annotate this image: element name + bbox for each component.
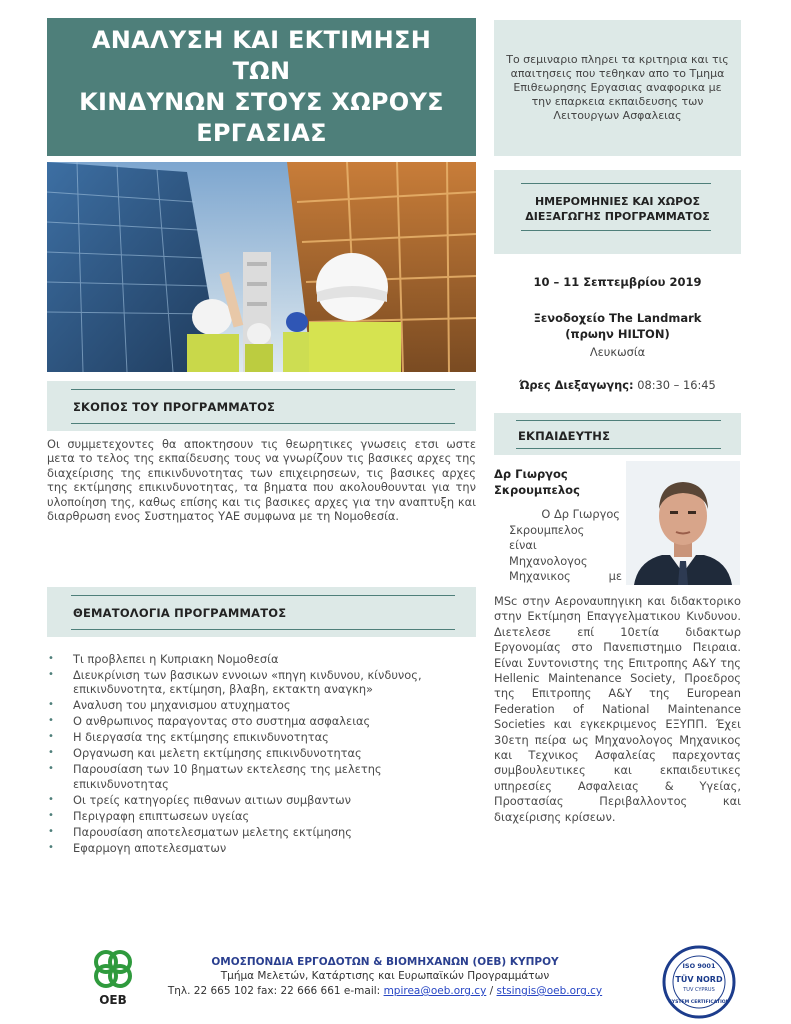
- topic-item: [47, 698, 476, 712]
- purpose-header-band: [47, 381, 476, 431]
- venue-line-2: (πρωην HILTON): [565, 327, 670, 341]
- topics-header-top-rule: [71, 595, 455, 596]
- hours-label: Ώρες Διεξαγωγης:: [519, 378, 634, 392]
- purpose-text: Οι συμμετεχοντες θα αποκτησουν τις θεωρητικες γνωσεις ετσι ωστε μετα το τελος της εκπαίδευσης τους να γνωρίζουν τις βασικες αρχες της διαχείρισης της επικινδυνοτητας των επιχειρησεων, τις βασικες αρχες της εκτίμησης επικινδυνοτητας, τα βηματα που ακολουθουνται για την υλοποίηση της, καθως επίσης και τις βασικες αρχες για την αναπτυξη και διαρθρωση ενος Συστηματος ΥΑΕ συμφωνα με τη Νομοθεσία.: [47, 437, 476, 524]
- schedule-header-title: [494, 194, 741, 224]
- tuv-iso-text: ISO 9001: [682, 962, 716, 970]
- topic-text: Παρουσίαση των 10 βηματων εκτελεσης της μελετης επικινδυνοτητας: [73, 762, 382, 791]
- venue-line-1: Ξενοδοχείο The Landmark: [533, 311, 702, 325]
- footer-organization: ΟΜΟΣΠΟΝΔΙΑ ΕΡΓΟΔΟΤΩΝ & ΒΙΟΜΗΧΑΝΩΝ (ΟΕΒ) ΚΥΠΡΟΥ: [211, 956, 559, 968]
- topic-item: [47, 841, 476, 855]
- accreditation-note-text: Το σεμιναριο πληρει τα κριτηρια και τις απαιτησεις που τεθηκαν απο το Τμημα Επιθεωρησης Εργασιας αναφορικα με την επαρκεια εκπαιδευσης των Λειτουργων Ασφαλειας: [506, 53, 729, 122]
- email-link-1[interactable]: mpirea@oeb.org.cy: [383, 985, 487, 997]
- bio-line-1: Ο Δρ Γιωργος: [541, 507, 620, 521]
- topic-text: Ο ανθρωπινος παραγοντας στο συστημα ασφαλειας: [73, 714, 371, 729]
- bio-line-5: Μηχανικος με: [509, 569, 622, 584]
- oeb-logo-icon: [84, 944, 142, 1008]
- event-venue: [494, 310, 741, 342]
- trainer-header-title: ΕΚΠΑΙΔΕΥΤΗΣ: [518, 429, 611, 443]
- topic-item: [47, 746, 476, 760]
- hero-image: [47, 162, 476, 372]
- accreditation-note-box: [494, 20, 741, 156]
- event-city: Λευκωσία: [589, 345, 646, 359]
- construction-workers-image: [47, 162, 476, 372]
- topic-text: Η διεργασία της εκτίμησης επικινδυνοτητας: [73, 730, 329, 745]
- email-separator: /: [489, 985, 494, 997]
- topic-item: [47, 668, 476, 697]
- trainer-header-band: [494, 413, 741, 455]
- topic-text: Εφαρμογη αποτελεσματων: [73, 840, 227, 855]
- title-line-2: ΚΙΝΔΥΝΩΝ ΣΤΟΥΣ ΧΩΡΟΥΣ: [79, 88, 444, 116]
- footer-contact: [150, 985, 620, 997]
- trainer-name-line-2: Σκρουμπελος: [494, 483, 580, 497]
- purpose-header-title: ΣΚΟΠΟΣ ΤΟΥ ΠΡΟΓΡΑΜΜΑΤΟΣ: [73, 400, 276, 414]
- bullet-icon: •: [48, 825, 54, 837]
- bullet-icon: •: [48, 699, 54, 711]
- topic-item: [47, 809, 476, 823]
- bullet-icon: •: [48, 669, 54, 680]
- oeb-logo-text: OEB: [99, 993, 127, 1007]
- topics-header-bottom-rule: [71, 629, 455, 630]
- bullet-icon: •: [48, 841, 54, 853]
- tuv-system-text: SYSTEM CERTIFICATION: [668, 1000, 730, 1005]
- bullet-icon: •: [48, 653, 54, 664]
- oeb-logo: [84, 944, 142, 1008]
- event-hours: [494, 378, 741, 392]
- topic-text: Τι προβλεπει η Κυπριακη Νομοθεσία: [73, 652, 279, 666]
- tuv-seal-icon: [662, 945, 736, 1019]
- trainer-name: [494, 466, 580, 498]
- topic-text: Παρουσίαση αποτελεσματων μελετης εκτίμησης: [73, 824, 352, 839]
- schedule-header-bottom-rule: [521, 230, 711, 231]
- title-line-3: ΕΡΓΑΣΙΑΣ: [196, 119, 327, 147]
- schedule-header-line-2: ΔΙΕΞΑΓΩΓΗΣ ΠΡΟΓΡΑΜΜΑΤΟΣ: [525, 210, 710, 223]
- topic-text: Οργανωση και μελετη εκτίμησης επικινδυνοτητας: [73, 746, 362, 761]
- schedule-header-top-rule: [521, 183, 711, 184]
- schedule-header-line-1: ΗΜΕΡΟΜΗΝΙΕΣ ΚΑΙ ΧΩΡΟΣ: [534, 195, 701, 208]
- bullet-icon: •: [48, 747, 54, 759]
- bullet-icon: •: [48, 731, 54, 743]
- topic-item: [47, 714, 476, 728]
- schedule-header-band: [494, 170, 741, 254]
- bullet-icon: •: [48, 763, 54, 775]
- hours-value: 08:30 – 16:45: [637, 378, 716, 392]
- trainer-bio-rest: MSc στην Αεροναυπηγικη και διδακτορικο στην Εκτίμηση Επαγγελματικου Κινδυνου. Διετελεσε επί 10ετία διδακτωρ Εργονομίας στο Πανεπιστημιο Πειραια. Είναι Συντονιστης της Επιτροπης Α&Υ της Hellenic Maintenance Society, Προεδρος της Επιτροπης Α&Υ της European Federation of National Maintenance Societies και εγκεκριμενος ΕΞΥΠΠ. Έχει 30ετη πείρα ως Μηχανολογος Μηχανικος και Τεχνικος Ασφαλείας παρεχοντας συμβουλευτικες και εκπαιδευτικες υπηρεσίες Ασφαλειας & Υγείας, Προστασίας Περιβαλλοντος και διαχείρισης κρίσεων.: [494, 594, 741, 824]
- tuv-certification-logo: [662, 945, 736, 1019]
- topics-list: [47, 652, 476, 857]
- trainer-bio-intro: [494, 507, 622, 585]
- topic-text: Περιγραφη επιπτωσεων υγείας: [73, 808, 250, 823]
- bio-line-2: Σκρουμπελος: [509, 522, 585, 537]
- topic-item: [47, 825, 476, 839]
- topics-header-title: ΘΕΜΑΤΟΛΟΓΙΑ ΠΡΟΓΡΑΜΜΑΤΟΣ: [73, 606, 287, 620]
- title-line-1: ΑΝΑΛΥΣΗ ΚΑΙ ΕΚΤΙΜΗΣΗ ΤΩΝ: [91, 26, 432, 85]
- topic-text: Οι τρείς κατηγορίες πιθανων αιτιων συμβαντων: [73, 792, 352, 807]
- trainer-photo: [626, 461, 740, 585]
- topic-text: Διευκρίνιση των βασικων εννοιων «πηγη κινδυνου, κίνδυνος, επικινδυνοτητα, εκτίμηση, βλαβη, εκτακτη αναγκη»: [73, 668, 422, 697]
- event-dates: 10 – 11 Σεπτεμβρίου 2019: [533, 275, 702, 289]
- topics-header-band: [47, 587, 476, 637]
- footer-department: Τμήμα Μελετών, Κατάρτισης και Ευρωπαϊκών Προγραμμάτων: [220, 970, 550, 982]
- topic-text: Αναλυση του μηχανισμου ατυχηματος: [73, 698, 291, 713]
- trainer-portrait-image: [626, 461, 740, 585]
- trainer-name-line-1: Δρ Γιωργος: [494, 467, 568, 481]
- topic-item: [47, 762, 476, 791]
- tuv-country-text: TUV CYPRUS: [683, 987, 715, 993]
- topic-item: [47, 793, 476, 807]
- email-link-2[interactable]: stsingis@oeb.org.cy: [496, 985, 603, 997]
- bio-line-3: είναι: [509, 538, 537, 553]
- topic-item: [47, 652, 476, 666]
- trainer-header-top-rule: [516, 420, 721, 421]
- bullet-icon: •: [48, 715, 54, 727]
- topic-item: [47, 730, 476, 744]
- footer-contact-text: Τηλ. 22 665 102 fax: 22 666 661 e-mail:: [167, 985, 381, 997]
- title-banner: [47, 18, 476, 156]
- bio-line-4: Μηχανολογος: [509, 553, 588, 568]
- bullet-icon: •: [48, 793, 54, 805]
- tuv-name-text: TÜV NORD: [675, 975, 723, 984]
- bullet-icon: •: [48, 809, 54, 821]
- purpose-header-bottom-rule: [71, 423, 455, 424]
- trainer-header-bottom-rule: [516, 448, 721, 449]
- purpose-header-top-rule: [71, 389, 455, 390]
